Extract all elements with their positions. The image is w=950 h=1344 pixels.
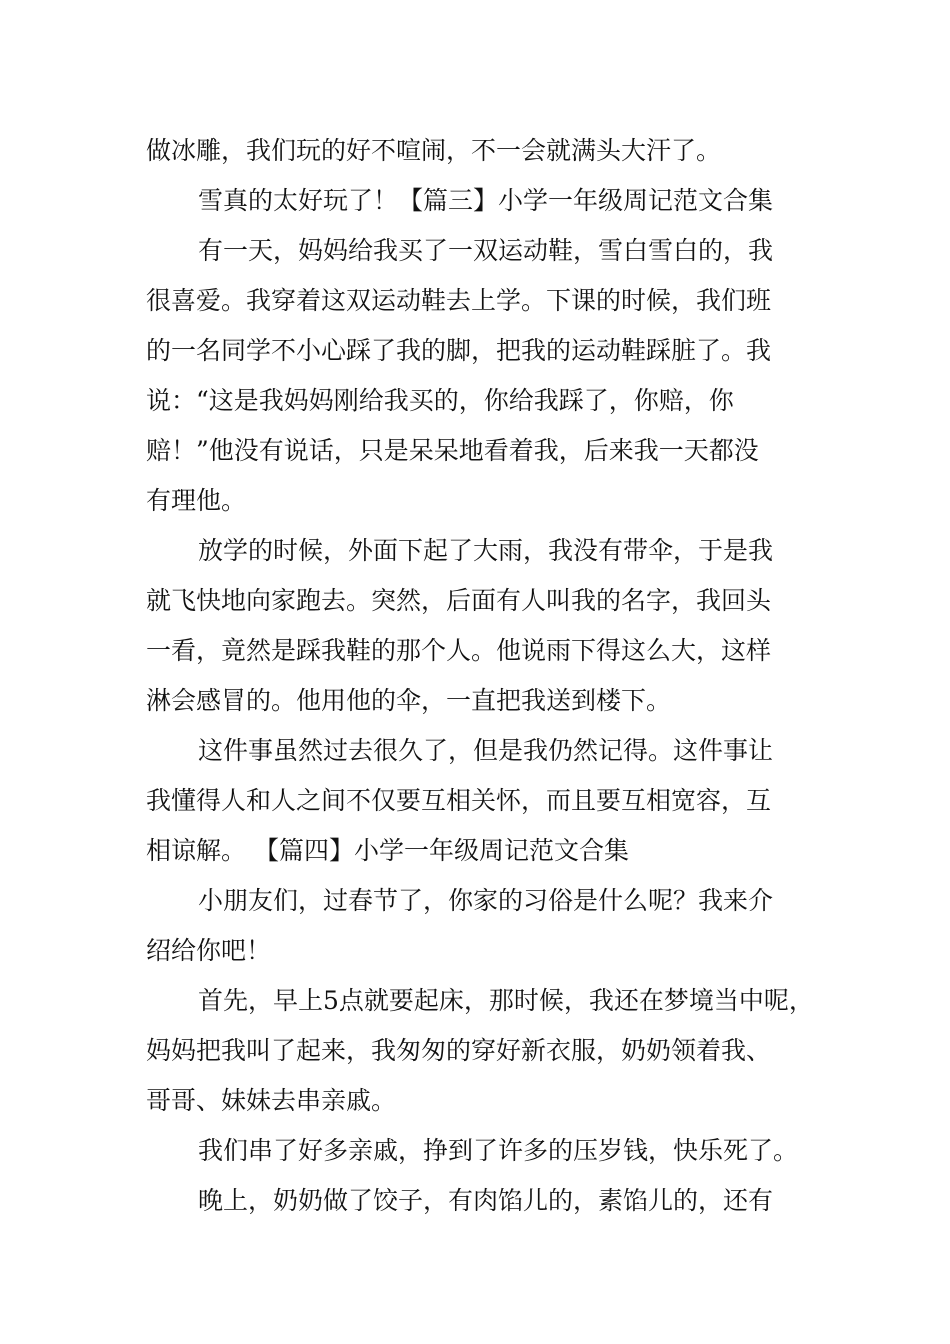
text-line: 绍给你吧！ [146, 936, 272, 965]
text-line: 晚上，奶奶做了饺子，有肉馅儿的，素馅儿的，还有 [198, 1186, 774, 1215]
text-line: 我懂得人和人之间不仅要互相关怀，而且要互相宽容，互 [146, 786, 772, 815]
text-line: 的一名同学不小心踩了我的脚，把我的运动鞋踩脏了。我 [146, 336, 772, 365]
text-line: 这件事虽然过去很久了，但是我仍然记得。这件事让 [198, 736, 774, 765]
text-line: 首先，早上5点就要起床，那时候，我还在梦境当中呢， [198, 986, 814, 1015]
text-line: 妈妈把我叫了起来，我匆匆的穿好新衣服，奶奶领着我、 [146, 1036, 772, 1065]
text-line: 做冰雕，我们玩的好不喧闹，不一会就满头大汗了。 [146, 136, 722, 165]
body-text [146, 126, 816, 1226]
text-line: 哥哥、妹妹去串亲戚。 [146, 1086, 397, 1115]
text-line: 说：“这是我妈妈刚给我买的，你给我踩了，你赔，你 [146, 386, 734, 415]
text-line: 有一天，妈妈给我买了一双运动鞋，雪白雪白的，我 [198, 236, 774, 265]
text-line: 就飞快地向家跑去。突然，后面有人叫我的名字，我回头 [146, 586, 772, 615]
text-line: 有理他。 [146, 486, 247, 515]
text-line: 很喜爱。我穿着这双运动鞋去上学。下课的时候，我们班 [146, 286, 772, 315]
text-line: 雪真的太好玩了！【篇三】小学一年级周记范文合集 [198, 186, 774, 215]
text-line: 我们串了好多亲戚，挣到了许多的压岁钱，快乐死了。 [198, 1136, 799, 1165]
text-line: 淋会感冒的。他用他的伞，一直把我送到楼下。 [146, 686, 672, 715]
text-line: 小朋友们，过春节了，你家的习俗是什么呢？我来介 [198, 886, 774, 915]
text-line: 赔！”他没有说话，只是呆呆地看着我，后来我一天都没 [146, 436, 759, 465]
text-line: 一看，竟然是踩我鞋的那个人。他说雨下得这么大，这样 [146, 636, 772, 665]
text-line: 放学的时候，外面下起了大雨，我没有带伞，于是我 [198, 536, 774, 565]
text-line: 相谅解。 【篇四】小学一年级周记范文合集 [146, 836, 629, 865]
